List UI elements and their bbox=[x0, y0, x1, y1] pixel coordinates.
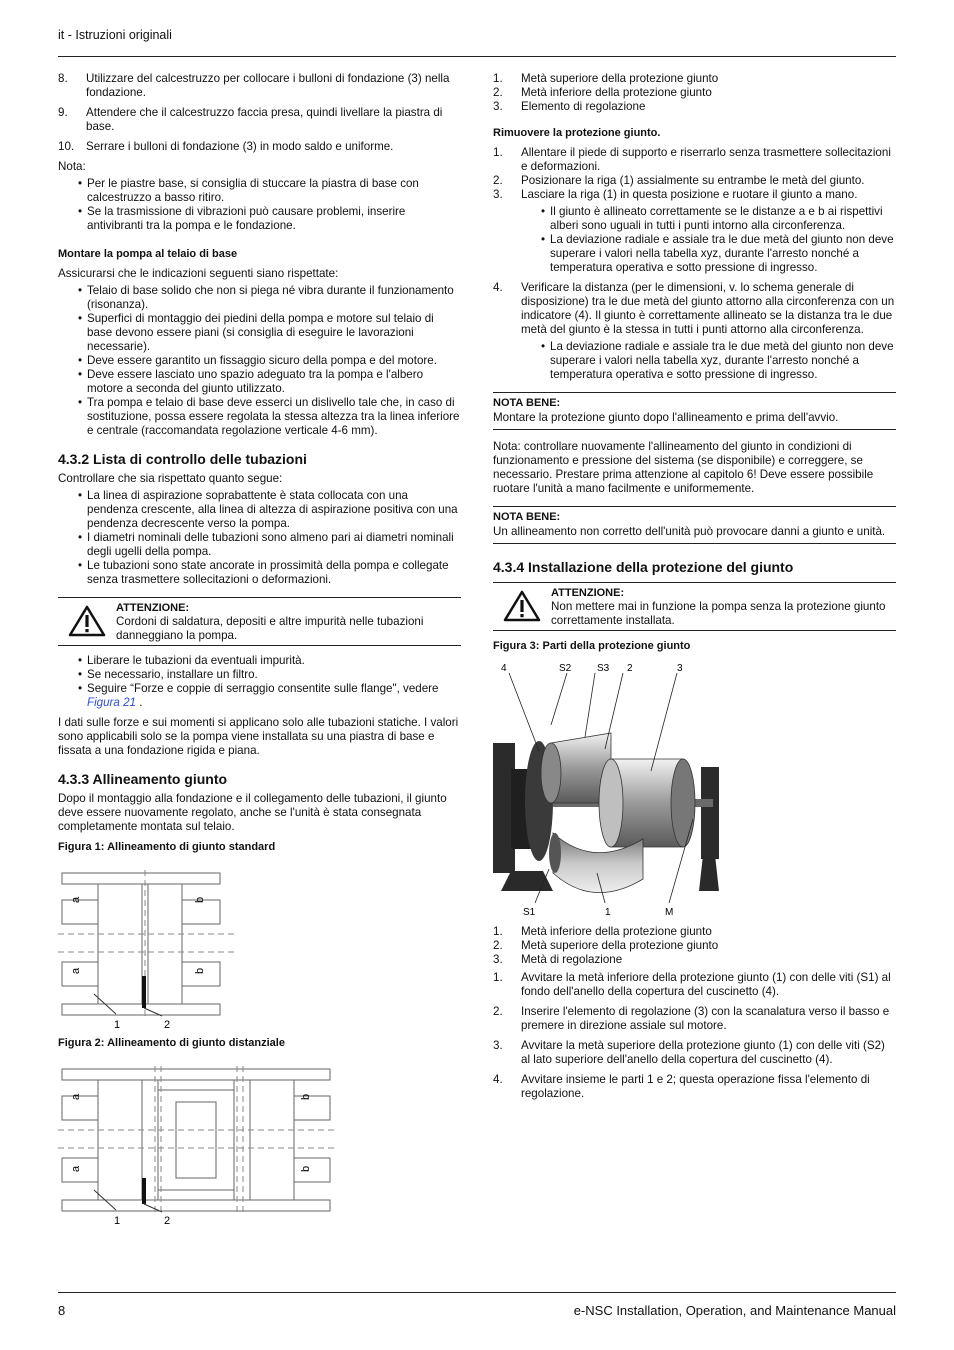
page-number: 8 bbox=[58, 1303, 66, 1318]
label-b-bottom: b bbox=[300, 1165, 312, 1172]
warning-text: Cordoni di saldatura, depositi e altre impurità nelle tubazioni danneggiano la pompa. bbox=[116, 615, 424, 642]
nota-bene-title: NOTA BENE: bbox=[493, 397, 561, 409]
remove-bullets bbox=[493, 205, 896, 275]
label-1: 1 bbox=[114, 1019, 121, 1030]
label-a-bottom: a bbox=[70, 1165, 82, 1172]
label-1: 1 bbox=[114, 1215, 121, 1226]
label-b-bottom: b bbox=[194, 967, 206, 974]
label-m: M bbox=[665, 907, 674, 918]
install-step-3: 3. Avvitare la metà superiore della protezione giunto (1) con delle viti (S2) al lato superiore dell'anello della copertura del cuscinetto (4). bbox=[493, 1039, 885, 1066]
warning-text: Non mettere mai in funzione la pompa senza la protezione giunto correttamente installata. bbox=[551, 600, 886, 627]
left-column bbox=[58, 72, 461, 1226]
section-432-title: 4.3.2 Lista di controllo delle tubazioni bbox=[58, 451, 307, 467]
step-8: 8. Utilizzare del calcestruzzo per collocare i bulloni di fondazione (3) nella fondazione. bbox=[58, 72, 450, 99]
label-1: 1 bbox=[605, 907, 611, 918]
list-item: • I diametri nominali delle tubazioni sono almeno pari ai diametri nominali degli ugelli della pompa. bbox=[78, 531, 461, 559]
label-s2: S2 bbox=[559, 663, 572, 674]
part-item: 2. Metà superiore della protezione giunto bbox=[493, 939, 719, 952]
list-item: • Deve essere garantito un fissaggio sicuro della pompa e del motore. bbox=[78, 354, 461, 368]
label-b-top: b bbox=[194, 896, 206, 903]
header-rule bbox=[58, 56, 896, 57]
nota-label: Nota: bbox=[58, 160, 86, 173]
nota-paragraph: Nota: controllare nuovamente l'allineamento del giunto in condizioni di funzionamento e pressione del sistema (se disponibile) e correggere, se necessario. Prestare prima attenzione al capitolo 6! Deve essere possibile ruotare l'unità a mano facilmente e uniformemente. bbox=[493, 440, 874, 495]
part-item: 2. Metà inferiore della protezione giunto bbox=[493, 86, 712, 99]
figure-1-caption: Figura 1: Allineamento di giunto standard bbox=[58, 841, 276, 853]
label-a-bottom: a bbox=[70, 967, 82, 974]
warning-title: ATTENZIONE: bbox=[551, 587, 625, 599]
remove-step-4: 4. Verificare la distanza (per le dimensioni, v. lo schema generale di disposizione) tra le due metà del giunto attorno alla circonferenza con un indicatore (4). Il giunto è correttamente allineato se la distanza tra le due metà del giunto è la stessa in tutti i punti attorno alla circonferenza. bbox=[493, 281, 895, 336]
figure-3-caption: Figura 3: Parti della protezione giunto bbox=[493, 640, 691, 652]
section-432-list-2 bbox=[58, 654, 461, 710]
label-2: 2 bbox=[164, 1215, 171, 1226]
label-2: 2 bbox=[627, 663, 633, 674]
nota-list bbox=[58, 177, 461, 233]
label-4: 4 bbox=[501, 663, 507, 674]
mount-list bbox=[58, 284, 461, 438]
right-column bbox=[493, 72, 896, 1107]
nota-bene-title: NOTA BENE: bbox=[493, 511, 561, 523]
figure-3-coupling-guard-illustration bbox=[493, 659, 733, 919]
list-item: • Il giunto è allineato correttamente se le distanze a e b ai rispettivi alberi sono uguali in tutti i punti intorno alla circonferenza. bbox=[541, 205, 896, 233]
remove-step-2: 2. Posizionare la riga (1) assialmente su entrambe le metà del giunto. bbox=[493, 174, 865, 187]
section-433-title: 4.3.3 Allineamento giunto bbox=[58, 771, 228, 787]
list-item: • Per le piastre base, si consiglia di stuccare la piastra di base con calcestruzzo a basso ritiro. bbox=[78, 177, 461, 205]
manual-title: e-NSC Installation, Operation, and Maintenance Manual bbox=[573, 1303, 896, 1318]
mount-intro: Assicurarsi che le indicazioni seguenti siano rispettate: bbox=[58, 267, 339, 280]
figure-2-caption: Figura 2: Allineamento di giunto distanziale bbox=[58, 1037, 285, 1049]
warning-triangle-icon bbox=[58, 601, 116, 643]
step-9: 9. Attendere che il calcestruzzo faccia presa, quindi livellare la piastra di base. bbox=[58, 106, 443, 133]
warning-triangle-icon bbox=[493, 586, 551, 628]
step-4-bullets bbox=[493, 340, 896, 382]
step-10: 10. Serrare i bulloni di fondazione (3) in modo saldo e uniforme. bbox=[58, 140, 394, 153]
list-item: • La deviazione radiale e assiale tra le due metà del giunto non deve superare i valori nella tabella xyz, durante l'arresto nonché a temperatura operativa e sotto pressione di ingresso. bbox=[541, 340, 896, 382]
list-item: • Se necessario, installare un filtro. bbox=[78, 668, 461, 682]
nota-bene-text: Montare la protezione giunto dopo l'allineamento e prima dell'avvio. bbox=[493, 411, 839, 424]
section-432-intro: Controllare che sia rispettato quanto segue: bbox=[58, 472, 283, 485]
label-s1: S1 bbox=[523, 907, 536, 918]
label-3: 3 bbox=[677, 663, 683, 674]
figure-2-spacer-coupling-diagram bbox=[58, 1066, 338, 1226]
label-s3: S3 bbox=[597, 663, 610, 674]
section-434-title: 4.3.4 Installazione della protezione del giunto bbox=[493, 559, 794, 575]
list-item: • Deve essere lasciato uno spazio adeguato tra la pompa e l'albero motore a seconda del giunto utilizzato. bbox=[78, 368, 461, 396]
nota-bene-text: Un allineamento non corretto dell'unità può provocare danni a giunto e unità. bbox=[493, 525, 886, 538]
install-step-1: 1. Avvitare la metà inferiore della protezione giunto (1) con delle viti (S1) al fondo dell'anello della copertura del cuscinetto (4). bbox=[493, 971, 891, 998]
nota-bene-box-2 bbox=[493, 506, 896, 544]
list-item: • Tra pompa e telaio di base deve esserci un dislivello tale che, in caso di sostituzione, possa essere regolata la stessa altezza tra la linea inferiore e centrale (raccomandata regolazione verticale 4-6 mm). bbox=[78, 396, 461, 438]
list-item: • Superfici di montaggio dei piedini della pompa e motore sul telaio di base devono essere piani (si consiglia di eseguire le lavorazioni necessarie). bbox=[78, 312, 461, 354]
list-item: • Le tubazioni sono state ancorate in prossimità della pompa e collegate senza trasmettere sollecitazioni o deformazioni. bbox=[78, 559, 461, 587]
part-item: 1. Metà superiore della protezione giunto bbox=[493, 72, 719, 85]
figure-1-coupling-diagram bbox=[58, 870, 238, 1030]
warning-box-protezione bbox=[493, 582, 896, 631]
section-432-paragraph: I dati sulle forze e sui momenti si applicano solo alle tubazioni statiche. I valori sono applicabili solo se la pompa viene installata su una piastra di base e fissata a una fondazione rigida e piana. bbox=[58, 716, 459, 757]
part-item: 3. Metà di regolazione bbox=[493, 953, 623, 966]
warning-box-tubazioni bbox=[58, 597, 461, 646]
list-item: • Se la trasmissione di vibrazioni può causare problemi, inserire antivibranti tra la pompa e le fondazione. bbox=[78, 205, 461, 233]
figure-21-link[interactable]: Figura 21 bbox=[87, 696, 136, 709]
label-a-top: a bbox=[70, 896, 82, 903]
list-item: • Telaio di base solido che non si piega né vibra durante il funzionamento (risonanza). bbox=[78, 284, 461, 312]
list-item: • La linea di aspirazione soprabattente è stata collocata con una pendenza crescente, alla linea di altezza di aspirazione positiva con una pendenza decrescente verso la pompa. bbox=[78, 489, 461, 531]
remove-step-3: 3. Lasciare la riga (1) in questa posizione e ruotare il giunto a mano. bbox=[493, 188, 858, 201]
label-b-top: b bbox=[300, 1093, 312, 1100]
label-a-top: a bbox=[70, 1093, 82, 1100]
list-item: • La deviazione radiale e assiale tra le due metà del giunto non deve superare i valori nella tabella xyz, durante l'arresto nonché a temperatura operativa e sotto pressione di ingresso. bbox=[541, 233, 896, 275]
mount-title: Montare la pompa al telaio di base bbox=[58, 248, 238, 260]
list-item: • Seguire “Forze e coppie di serraggio consentite sulle flange", vedere Figura 21 . bbox=[78, 682, 461, 710]
list-item: • Liberare le tubazioni da eventuali impurità. bbox=[78, 654, 461, 668]
remove-step-1: 1. Allentare il piede di supporto e riserrarlo senza trasmettere sollecitazioni e deformazioni. bbox=[493, 146, 891, 173]
section-433-paragraph: Dopo il montaggio alla fondazione e il collegamento delle tubazioni, il giunto deve essere nuovamente regolato, anche se l'unità è stata consegnata completamente montata sul telaio. bbox=[58, 792, 447, 833]
part-item: 1. Metà inferiore della protezione giunto bbox=[493, 925, 712, 938]
label-2: 2 bbox=[164, 1019, 171, 1030]
nota-bene-box-1 bbox=[493, 392, 896, 430]
install-step-2: 2. Inserire l'elemento di regolazione (3) con la scanalatura verso il basso e premere in direzione assiale sul motore. bbox=[493, 1005, 890, 1032]
part-item: 3. Elemento di regolazione bbox=[493, 100, 646, 113]
section-432-list bbox=[58, 489, 461, 587]
remove-title: Rimuovere la protezione giunto. bbox=[493, 127, 661, 139]
header-title: it - Istruzioni originali bbox=[58, 28, 172, 42]
install-step-4: 4. Avvitare insieme le parti 1 e 2; questa operazione fissa l'elemento di regolazione. bbox=[493, 1073, 870, 1100]
warning-title: ATTENZIONE: bbox=[116, 602, 190, 614]
footer-rule bbox=[58, 1292, 896, 1293]
